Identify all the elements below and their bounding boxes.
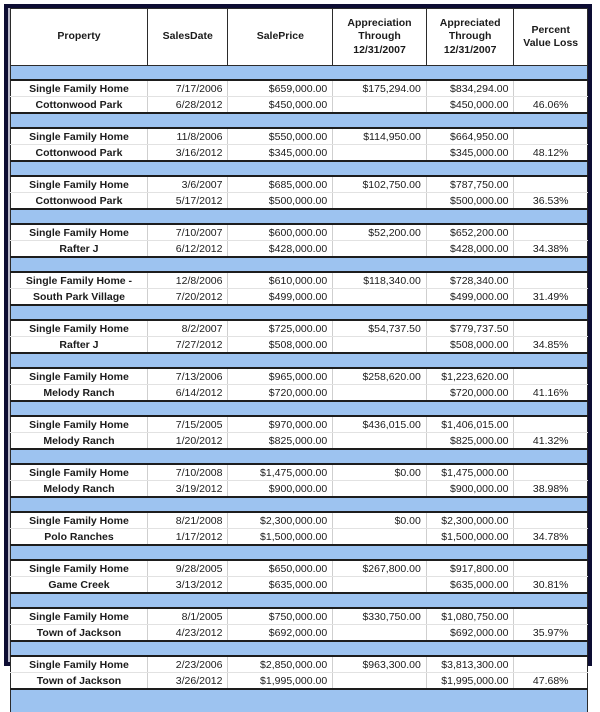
cell-property: Single Family Home [11,416,148,433]
column-header-property [11,9,148,66]
spacer-row [11,257,588,272]
table-row [11,577,588,594]
cell-percent-value-loss [514,176,588,193]
cell-appreciation-through: $436,015.00 [333,416,427,433]
cell-appreciation-through [333,385,427,402]
cell-appreciation-through: $258,620.00 [333,368,427,385]
cell-appreciation-through: $52,200.00 [333,224,427,241]
cell-percent-value-loss: 41.16% [514,385,588,402]
cell-appreciation-through [333,529,427,546]
cell-percent-value-loss [514,368,588,385]
spacer-cell [11,497,588,512]
cell-saleprice: $600,000.00 [228,224,333,241]
cell-appreciation-through [333,193,427,210]
table-row [11,80,588,97]
cell-saleprice: $685,000.00 [228,176,333,193]
cell-salesdate: 11/8/2006 [147,128,228,145]
spacer-row [11,593,588,608]
cell-salesdate: 7/15/2005 [147,416,228,433]
cell-saleprice: $499,000.00 [228,289,333,306]
cell-percent-value-loss: 35.97% [514,625,588,642]
table-row [11,128,588,145]
cell-saleprice: $508,000.00 [228,337,333,354]
table-row [11,512,588,529]
table-frame-inner [8,8,588,662]
header-line-2: Through [358,30,401,42]
cell-appreciation-through: $330,750.00 [333,608,427,625]
table-row [11,368,588,385]
cell-percent-value-loss [514,608,588,625]
cell-appreciation-through [333,241,427,258]
cell-percent-value-loss: 31.49% [514,289,588,306]
cell-appreciated-through: $728,340.00 [426,272,514,289]
cell-salesdate: 4/23/2012 [147,625,228,642]
cell-salesdate: 7/10/2007 [147,224,228,241]
table-row [11,481,588,498]
cell-property: Single Family Home [11,224,148,241]
spacer-cell [11,593,588,608]
cell-appreciation-through: $102,750.00 [333,176,427,193]
table-row [11,176,588,193]
cell-salesdate: 7/27/2012 [147,337,228,354]
cell-appreciated-through: $1,500,000.00 [426,529,514,546]
spacer-row [11,449,588,464]
spacer-row [11,66,588,81]
cell-percent-value-loss: 48.12% [514,145,588,162]
cell-property: Rafter J [11,337,148,354]
cell-percent-value-loss: 30.81% [514,577,588,594]
header-line-1: Percent [531,24,570,36]
cell-appreciation-through [333,337,427,354]
spacer-row [11,689,588,712]
spacer-row [11,353,588,368]
cell-salesdate: 8/21/2008 [147,512,228,529]
table-frame [4,4,592,666]
table-row [11,416,588,433]
header-line-2: Value Loss [523,37,578,49]
cell-percent-value-loss [514,656,588,673]
cell-percent-value-loss [514,464,588,481]
header-line-1: SalesDate [163,30,213,42]
cell-saleprice: $900,000.00 [228,481,333,498]
header-line-3: 12/31/2007 [444,44,497,56]
cell-salesdate: 7/10/2008 [147,464,228,481]
cell-property: South Park Village [11,289,148,306]
cell-property: Polo Ranches [11,529,148,546]
cell-salesdate: 8/1/2005 [147,608,228,625]
cell-appreciated-through: $3,813,300.00 [426,656,514,673]
cell-appreciated-through: $1,080,750.00 [426,608,514,625]
spacer-cell [11,689,588,712]
cell-salesdate: 2/23/2006 [147,656,228,673]
cell-property: Cottonwood Park [11,193,148,210]
cell-salesdate: 6/28/2012 [147,97,228,114]
cell-percent-value-loss: 38.98% [514,481,588,498]
table-row [11,320,588,337]
cell-appreciated-through: $345,000.00 [426,145,514,162]
cell-property: Single Family Home - [11,272,148,289]
cell-saleprice: $550,000.00 [228,128,333,145]
header-line-1: SalePrice [257,30,304,42]
spacer-cell [11,545,588,560]
table-row [11,97,588,114]
cell-salesdate: 7/13/2006 [147,368,228,385]
cell-property: Single Family Home [11,656,148,673]
header-row [11,9,588,66]
column-header-saleprice [228,9,333,66]
cell-saleprice: $345,000.00 [228,145,333,162]
cell-percent-value-loss [514,512,588,529]
cell-property: Town of Jackson [11,625,148,642]
cell-saleprice: $1,500,000.00 [228,529,333,546]
column-header-appreciation-through [333,9,427,66]
spacer-cell [11,161,588,176]
cell-appreciated-through: $825,000.00 [426,433,514,450]
cell-saleprice: $750,000.00 [228,608,333,625]
cell-appreciated-through: $635,000.00 [426,577,514,594]
cell-appreciated-through: $779,737.50 [426,320,514,337]
cell-salesdate: 8/2/2007 [147,320,228,337]
cell-appreciation-through: $0.00 [333,512,427,529]
cell-saleprice: $2,300,000.00 [228,512,333,529]
cell-property: Single Family Home [11,80,148,97]
cell-salesdate: 7/17/2006 [147,80,228,97]
cell-appreciation-through: $118,340.00 [333,272,427,289]
header-line-1: Appreciated [440,17,501,29]
table-row [11,656,588,673]
cell-property: Single Family Home [11,512,148,529]
cell-percent-value-loss: 34.78% [514,529,588,546]
spacer-row [11,113,588,128]
cell-property: Single Family Home [11,176,148,193]
cell-appreciation-through [333,625,427,642]
cell-saleprice: $692,000.00 [228,625,333,642]
table-row [11,560,588,577]
cell-salesdate: 3/13/2012 [147,577,228,594]
table-row [11,433,588,450]
column-header-percent-value-loss [514,9,588,66]
table-row [11,224,588,241]
cell-appreciation-through [333,97,427,114]
cell-percent-value-loss: 34.85% [514,337,588,354]
cell-salesdate: 9/28/2005 [147,560,228,577]
cell-salesdate: 3/16/2012 [147,145,228,162]
cell-appreciated-through: $1,475,000.00 [426,464,514,481]
spacer-cell [11,66,588,81]
cell-property: Town of Jackson [11,673,148,690]
cell-salesdate: 7/20/2012 [147,289,228,306]
cell-appreciation-through: $54,737.50 [333,320,427,337]
cell-appreciation-through: $267,800.00 [333,560,427,577]
cell-appreciation-through: $175,294.00 [333,80,427,97]
cell-appreciation-through [333,289,427,306]
table-row [11,289,588,306]
header-line-2: Through [449,30,492,42]
spacer-row [11,401,588,416]
header-line-1: Appreciation [347,17,411,29]
spacer-row [11,641,588,656]
cell-appreciation-through [333,433,427,450]
cell-saleprice: $2,850,000.00 [228,656,333,673]
cell-property: Rafter J [11,241,148,258]
spacer-cell [11,305,588,320]
cell-appreciated-through: $428,000.00 [426,241,514,258]
cell-percent-value-loss: 34.38% [514,241,588,258]
cell-salesdate: 12/8/2006 [147,272,228,289]
cell-property: Single Family Home [11,368,148,385]
cell-appreciation-through [333,577,427,594]
cell-appreciated-through: $508,000.00 [426,337,514,354]
table-row [11,608,588,625]
cell-salesdate: 1/20/2012 [147,433,228,450]
cell-saleprice: $610,000.00 [228,272,333,289]
spacer-row [11,209,588,224]
spacer-cell [11,257,588,272]
cell-appreciated-through: $1,406,015.00 [426,416,514,433]
table-row [11,272,588,289]
table-row [11,241,588,258]
spacer-cell [11,353,588,368]
table-body [11,66,588,712]
table-row [11,337,588,354]
cell-saleprice: $725,000.00 [228,320,333,337]
table-row [11,145,588,162]
cell-appreciated-through: $664,950.00 [426,128,514,145]
spacer-cell [11,209,588,224]
cell-appreciation-through [333,145,427,162]
cell-percent-value-loss [514,272,588,289]
cell-saleprice: $650,000.00 [228,560,333,577]
cell-saleprice: $500,000.00 [228,193,333,210]
cell-percent-value-loss: 36.53% [514,193,588,210]
column-header-appreciated-through [426,9,514,66]
cell-salesdate: 3/26/2012 [147,673,228,690]
cell-salesdate: 1/17/2012 [147,529,228,546]
cell-property: Melody Ranch [11,481,148,498]
cell-property: Game Creek [11,577,148,594]
cell-salesdate: 6/14/2012 [147,385,228,402]
cell-percent-value-loss: 41.32% [514,433,588,450]
spacer-row [11,161,588,176]
cell-salesdate: 6/12/2012 [147,241,228,258]
header-line-1: Property [57,30,100,42]
cell-appreciated-through: $720,000.00 [426,385,514,402]
cell-appreciated-through: $917,800.00 [426,560,514,577]
property-value-loss-table [10,8,588,712]
cell-property: Melody Ranch [11,385,148,402]
cell-appreciated-through: $2,300,000.00 [426,512,514,529]
spacer-row [11,305,588,320]
column-header-salesdate [147,9,228,66]
spacer-cell [11,641,588,656]
cell-saleprice: $450,000.00 [228,97,333,114]
spacer-row [11,545,588,560]
cell-property: Cottonwood Park [11,145,148,162]
cell-percent-value-loss [514,560,588,577]
cell-saleprice: $965,000.00 [228,368,333,385]
cell-appreciated-through: $692,000.00 [426,625,514,642]
table-row [11,464,588,481]
cell-appreciated-through: $1,223,620.00 [426,368,514,385]
spacer-row [11,497,588,512]
cell-saleprice: $635,000.00 [228,577,333,594]
cell-percent-value-loss: 46.06% [514,97,588,114]
cell-percent-value-loss [514,320,588,337]
cell-property: Single Family Home [11,608,148,625]
table-row [11,673,588,690]
cell-salesdate: 3/6/2007 [147,176,228,193]
cell-percent-value-loss: 47.68% [514,673,588,690]
cell-property: Melody Ranch [11,433,148,450]
cell-appreciated-through: $500,000.00 [426,193,514,210]
cell-percent-value-loss [514,128,588,145]
spacer-cell [11,401,588,416]
cell-saleprice: $428,000.00 [228,241,333,258]
table-row [11,625,588,642]
cell-appreciated-through: $787,750.00 [426,176,514,193]
cell-salesdate: 3/19/2012 [147,481,228,498]
cell-property: Single Family Home [11,320,148,337]
cell-appreciated-through: $1,995,000.00 [426,673,514,690]
cell-appreciated-through: $450,000.00 [426,97,514,114]
cell-saleprice: $825,000.00 [228,433,333,450]
spacer-cell [11,449,588,464]
cell-property: Single Family Home [11,560,148,577]
cell-saleprice: $720,000.00 [228,385,333,402]
table-row [11,529,588,546]
cell-appreciated-through: $834,294.00 [426,80,514,97]
cell-appreciated-through: $499,000.00 [426,289,514,306]
cell-appreciation-through: $0.00 [333,464,427,481]
cell-appreciation-through [333,481,427,498]
cell-appreciation-through [333,673,427,690]
cell-appreciation-through: $963,300.00 [333,656,427,673]
cell-saleprice: $970,000.00 [228,416,333,433]
cell-appreciation-through: $114,950.00 [333,128,427,145]
cell-saleprice: $1,995,000.00 [228,673,333,690]
cell-appreciated-through: $900,000.00 [426,481,514,498]
cell-percent-value-loss [514,224,588,241]
table-row [11,193,588,210]
cell-property: Single Family Home [11,128,148,145]
cell-appreciated-through: $652,200.00 [426,224,514,241]
spacer-cell [11,113,588,128]
cell-saleprice: $1,475,000.00 [228,464,333,481]
cell-property: Cottonwood Park [11,97,148,114]
cell-salesdate: 5/17/2012 [147,193,228,210]
cell-percent-value-loss [514,416,588,433]
cell-property: Single Family Home [11,464,148,481]
cell-percent-value-loss [514,80,588,97]
table-row [11,385,588,402]
header-line-3: 12/31/2007 [353,44,406,56]
table-header [11,9,588,66]
cell-saleprice: $659,000.00 [228,80,333,97]
